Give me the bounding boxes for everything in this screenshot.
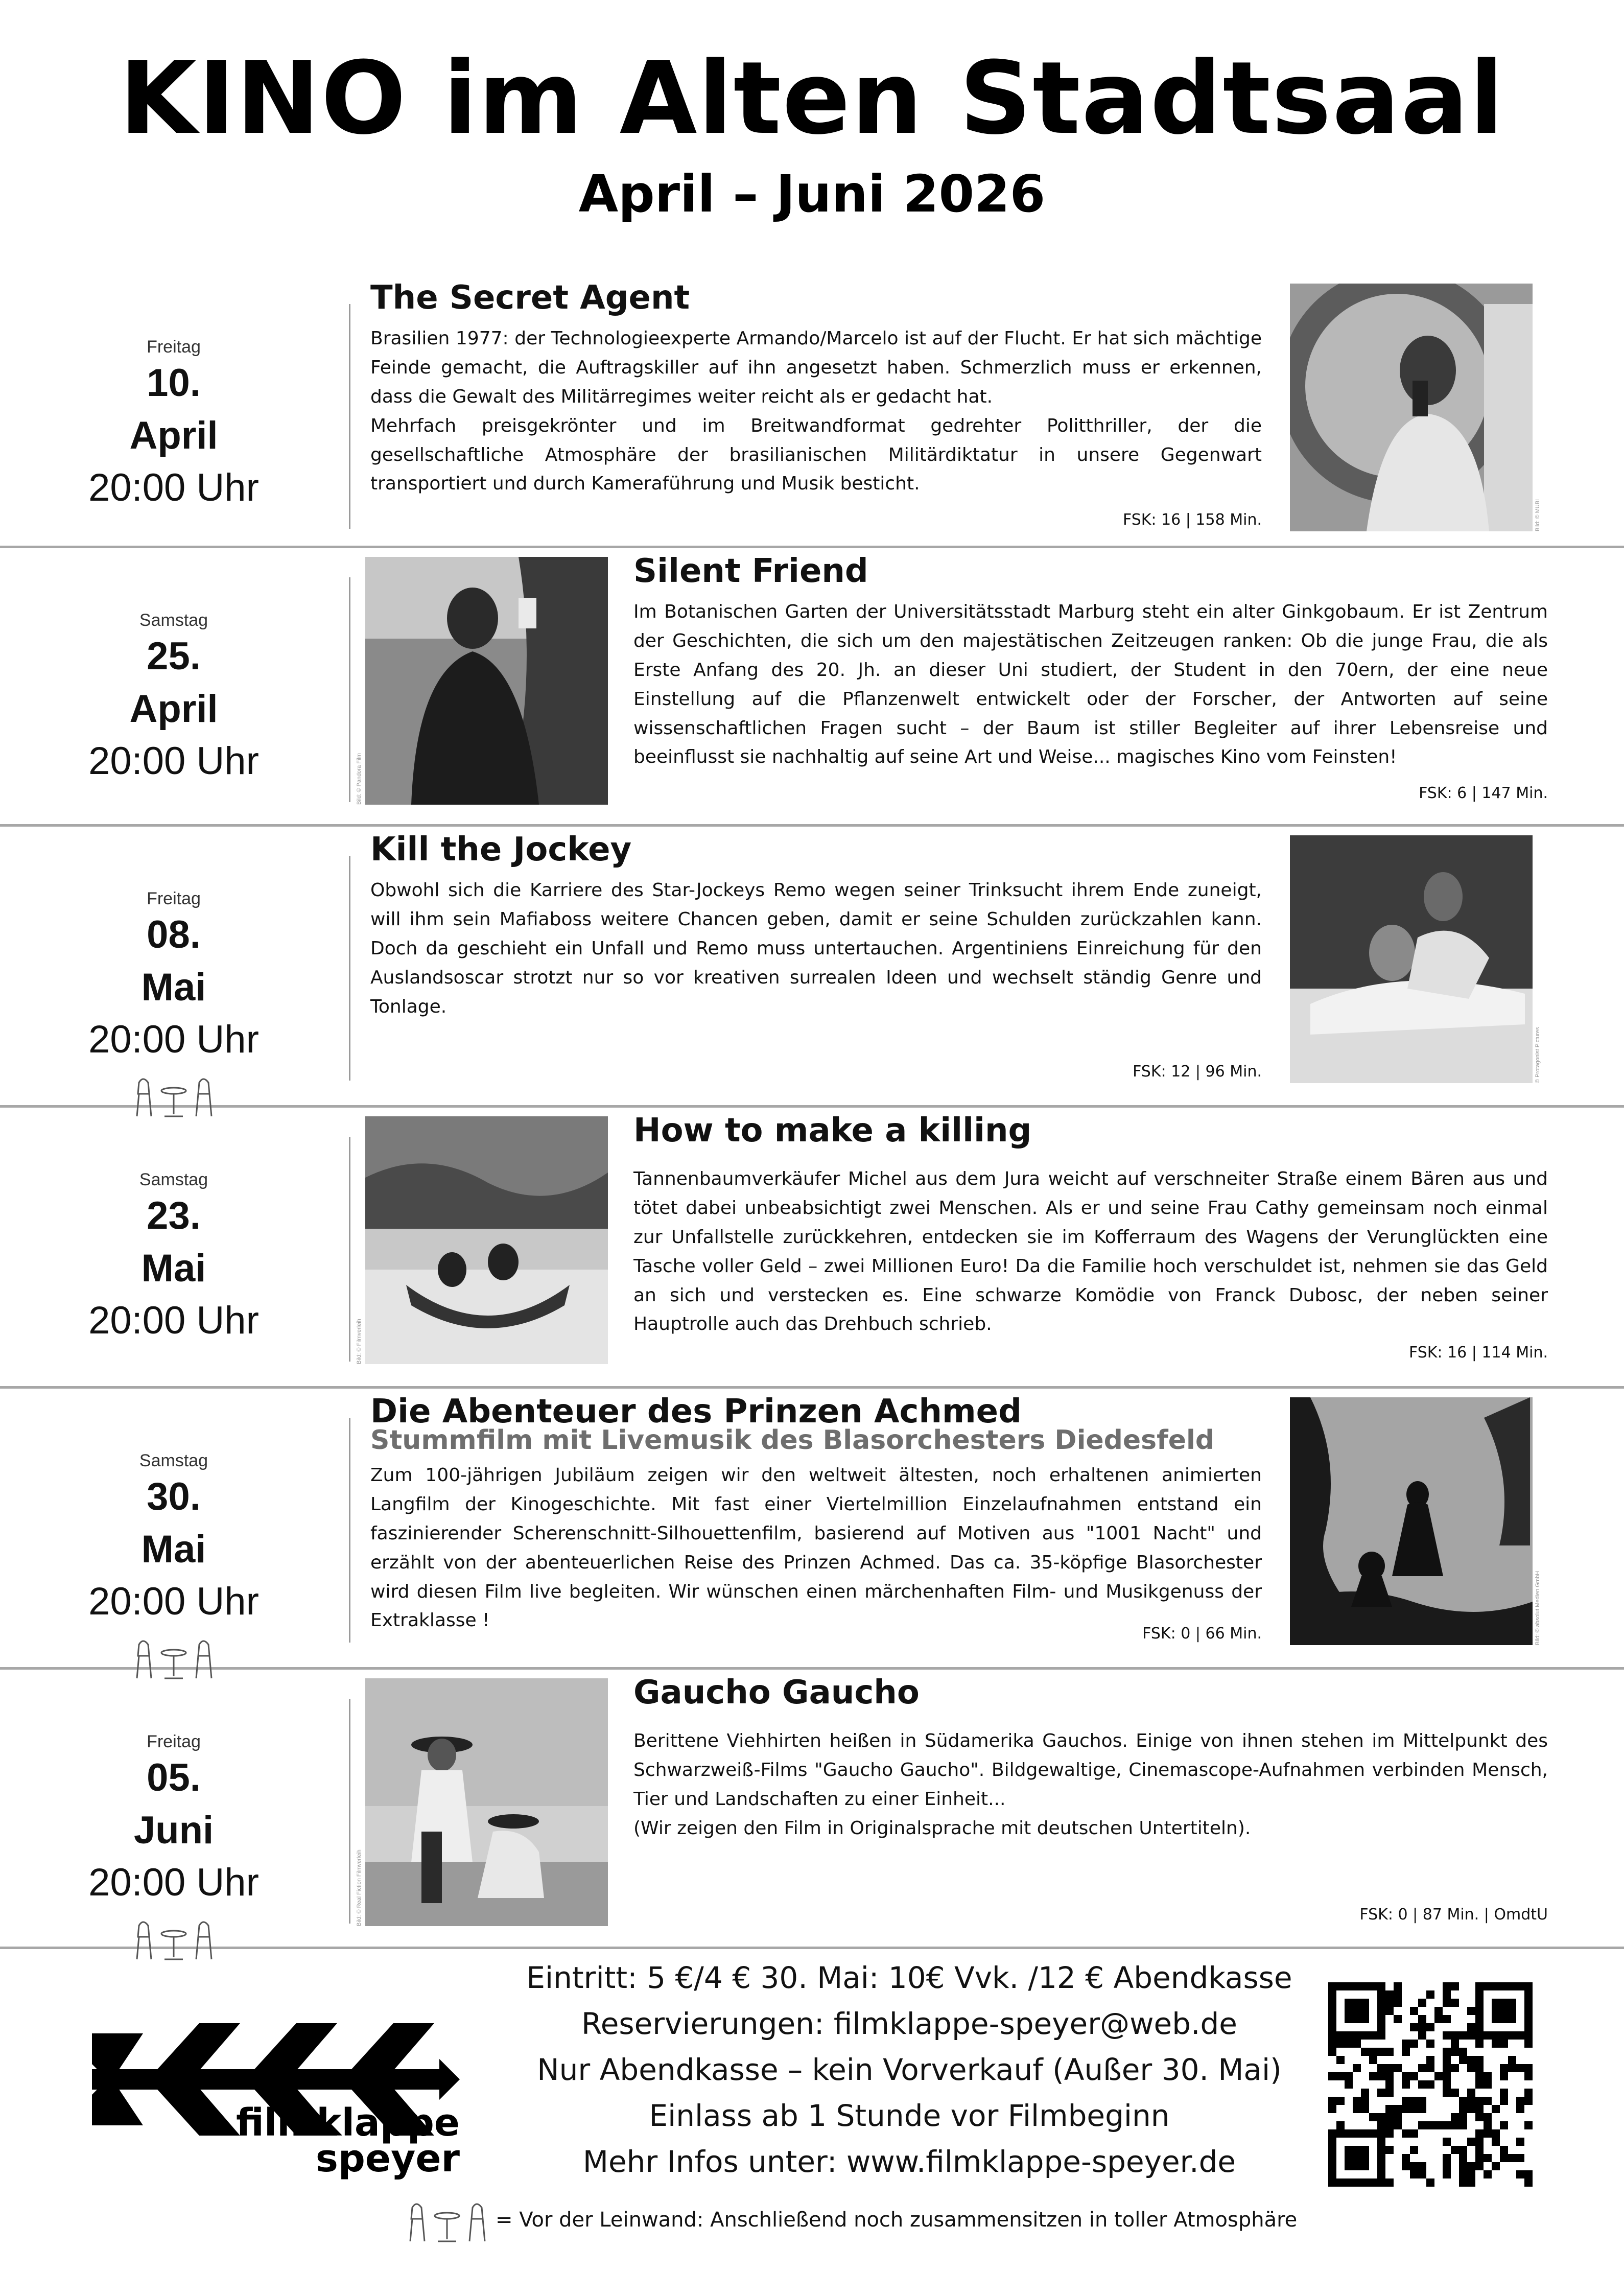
film-date xyxy=(0,1390,347,1682)
film-time: 20:00 Uhr xyxy=(88,1580,259,1624)
column-divider xyxy=(349,304,350,529)
photo-credit: Bild: © MUBI xyxy=(1535,499,1541,531)
film-day: 10. xyxy=(147,361,201,405)
film-day: 05. xyxy=(147,1756,201,1799)
more-info-link[interactable]: Mehr Infos unter: www.filmklappe-speyer.de xyxy=(582,2144,1236,2179)
entry-info: Einlass ab 1 Stunde vor Filmbeginn xyxy=(649,2098,1170,2133)
film-date xyxy=(0,276,347,514)
column-divider xyxy=(349,1137,350,1362)
admission-info: Eintritt: 5 €/4 € 30. Mai: 10€ Vvk. /12 € Abendkasse xyxy=(526,1960,1292,1995)
film-description: Berittene Viehhirten heißen in Südamerika Gauchos. Einige von ihnen stehen im Mittelpunkt des Schwarzweiß-Films "Gaucho Gaucho". Bildgewaltige, Cinemascope-Aufnahmen verbinden Mensch, Tier und Landschaften zu einer Einheit... (Wir zeigen den Film in Originalsprache mit deutschen Untertiteln). xyxy=(633,1730,1548,1839)
row-divider xyxy=(0,546,1624,548)
film-time: 20:00 Uhr xyxy=(88,466,259,510)
film-weekday: Samstag xyxy=(139,611,208,630)
film-fsk-runtime: FSK: 16 | 158 Min. xyxy=(1122,511,1262,529)
bistro-table-icon xyxy=(133,1912,215,1963)
film-title: How to make a killing xyxy=(633,1112,1032,1150)
film-weekday: Freitag xyxy=(147,1732,201,1751)
film-month: Juni xyxy=(133,1808,214,1852)
film-title: The Secret Agent xyxy=(370,279,690,317)
photo-credit: © Protagonist Pictures xyxy=(1535,1027,1541,1083)
film-month: Mai xyxy=(141,1246,206,1290)
film-month: Mai xyxy=(141,1527,206,1571)
film-row xyxy=(0,549,1624,805)
legend-text: = Vor der Leinwand: Anschließend noch zusammensitzen in toller Atmosphäre xyxy=(496,2208,1298,2232)
film-month: April xyxy=(129,413,218,457)
photo-credit: Bild: © absolut Medien GmbH xyxy=(1535,1571,1541,1645)
film-date xyxy=(0,1109,347,1347)
film-title: Die Abenteuer des Prinzen Achmed xyxy=(370,1393,1022,1431)
film-time: 20:00 Uhr xyxy=(88,739,259,783)
logo-name-line-2: speyer xyxy=(315,2137,460,2181)
film-fsk-runtime: FSK: 12 | 96 Min. xyxy=(1133,1063,1262,1081)
bistro-table-icon xyxy=(404,2194,490,2245)
row-divider xyxy=(0,1386,1624,1389)
film-weekday: Samstag xyxy=(139,1451,208,1470)
row-divider xyxy=(0,824,1624,827)
film-weekday: Freitag xyxy=(147,889,201,908)
boxoffice-info: Nur Abendkasse – kein Vorverkauf (Außer 30. Mai) xyxy=(537,2052,1282,2087)
phone-booth-photo xyxy=(1290,284,1533,531)
film-time: 20:00 Uhr xyxy=(88,1861,259,1905)
gauchos-photo xyxy=(365,1678,608,1926)
film-weekday: Samstag xyxy=(139,1170,208,1189)
film-row xyxy=(0,828,1624,1083)
film-date xyxy=(0,549,347,788)
page-subtitle: April – Juni 2026 xyxy=(578,164,1046,224)
film-day: 23. xyxy=(147,1194,201,1237)
film-day: 08. xyxy=(147,913,201,956)
film-title: Silent Friend xyxy=(633,552,868,590)
film-fsk-runtime: FSK: 0 | 66 Min. xyxy=(1142,1625,1262,1643)
film-day: 25. xyxy=(147,635,201,678)
silhouette-photo xyxy=(1290,1397,1533,1645)
film-date xyxy=(0,828,347,1120)
column-divider xyxy=(349,577,350,802)
film-description: Tannenbaumverkäufer Michel aus dem Jura weicht auf verschneiter Straße einem Bären aus und tötet dabei unbeabsichtigt zwei Menschen. Als er und seine Frau Cathy gemeinsam noch einmal zur Unfallstelle zurückkehren, entdecken sie im Kofferraum des Wagens der Verunglückten eine Tasche voller Geld – zwei Millionen Euro! Da die Familie hoch verschuldet ist, nehmen sie das Geld an sich und verstecken es. Eine schwarze Komödie von Franck Dubosc, der neben seiner Hauptrolle auch das Drehbuch schrieb. xyxy=(633,1168,1548,1335)
man-at-tree-photo xyxy=(365,557,608,805)
page-title: KINO im Alten Stadtsaal xyxy=(119,40,1505,157)
photo-credit: Bild: © Pandora Film xyxy=(356,753,362,805)
film-row xyxy=(0,1390,1624,1645)
film-description: Brasilien 1977: der Technologieexperte Armando/Marcelo ist auf der Flucht. Er hat sich mächtige Feinde gemacht, die Auftragskiller auf ihn angesetzt haben. Schmerzlich muss er erkennen, dass die Gewalt des Militärregimes weiter reicht als er gedacht hat. Mehrfach preisgekrönter und im Breitwandformat gedrehter Politthriller, der die gesellschaftliche Atmosphäre der brasilianischen Militärdiktatur in unsere Gegenwart transportiert und durch Kameraführung und Musik besticht. xyxy=(370,328,1262,495)
film-title: Kill the Jockey xyxy=(370,831,632,869)
logo-name-line-1: filmklappe xyxy=(236,2101,460,2145)
film-month: Mai xyxy=(141,965,206,1009)
film-time: 20:00 Uhr xyxy=(88,1299,259,1343)
film-row xyxy=(0,276,1624,531)
film-day: 30. xyxy=(147,1475,201,1518)
column-divider xyxy=(349,1418,350,1643)
film-weekday: Freitag xyxy=(147,337,201,357)
qr-code-icon[interactable] xyxy=(1328,1982,1533,2187)
film-title: Gaucho Gaucho xyxy=(633,1674,920,1712)
film-row xyxy=(0,1109,1624,1364)
film-row xyxy=(0,1671,1624,1926)
film-description: Obwohl sich die Karriere des Star-Jockeys Remo wegen seiner Trinksucht ihrem Ende zuneigt, will ihm sein Mafiaboss weitere Chancen geben, damit er seine Schulden zurückzahlen kann. Doch da geschieht ein Unfall und Remo muss untertauchen. Argentiniens Einreichung für den Auslandsoscar strotzt nur so vor kreativen surrealen Ideen und wechselt ständig Genre und Tonlage. xyxy=(370,880,1262,1017)
film-time: 20:00 Uhr xyxy=(88,1018,259,1062)
film-fsk-runtime: FSK: 16 | 114 Min. xyxy=(1408,1344,1548,1362)
column-divider xyxy=(349,856,350,1081)
reservation-info: Reservierungen: filmklappe-speyer@web.de xyxy=(581,2006,1237,2041)
canoe-river-photo xyxy=(365,1116,608,1364)
column-divider xyxy=(349,1699,350,1924)
photo-credit: Bild: © Real Fiction Filmverleih xyxy=(356,1849,362,1926)
bed-scene-photo xyxy=(1290,835,1533,1083)
film-fsk-runtime: FSK: 0 | 87 Min. | OmdtU xyxy=(1359,1906,1548,1924)
film-month: April xyxy=(129,687,218,731)
film-description: Im Botanischen Garten der Universitätsstadt Marburg steht ein alter Ginkgobaum. Er ist Zentrum der Geschichten, die sich um den majestätischen Zeitzeugen ranken: Ob die junge Frau, die als Erste Anfang des 20. Jh. an dieser Uni studiert, der Student in den 70ern, der eine neue Einstellung auf die Pflanzenwelt entwickelt oder der Forscher, der Antworten auf seine wissenschaftlichen Fragen sucht – der Baum ist stiller Begleiter auf ihrer Lebensreise und beeinflusst sie nachhaltig auf seine Art und Weise... magisches Kino vom Feinsten! xyxy=(633,601,1548,768)
film-description: Zum 100-jährigen Jubiläum zeigen wir den weltweit ältesten, noch erhaltenen animierten Langfilm der Kinogeschichte. Mit fast einer Viertelmillion Einzelaufnahmen entstand ein faszinierender Scherenschnitt-Silhouettenfilm, basierend auf Motiven aus "1001 Nacht" und erzählt von der abenteuerlichen Reise des Prinzen Achmed. Das ca. 35-köpfige Blasorchester wird diesen Film live begleiten. Wir wünschen einen märchenhaften Film- und Musikgenuss der Extraklasse ! xyxy=(370,1465,1262,1631)
film-subtitle: Stummfilm mit Livemusik des Blasorchesters Diedesfeld xyxy=(370,1425,1215,1456)
photo-credit: Bild: © Filmverleih xyxy=(356,1319,362,1364)
film-fsk-runtime: FSK: 6 | 147 Min. xyxy=(1419,784,1548,802)
film-date xyxy=(0,1671,347,1963)
